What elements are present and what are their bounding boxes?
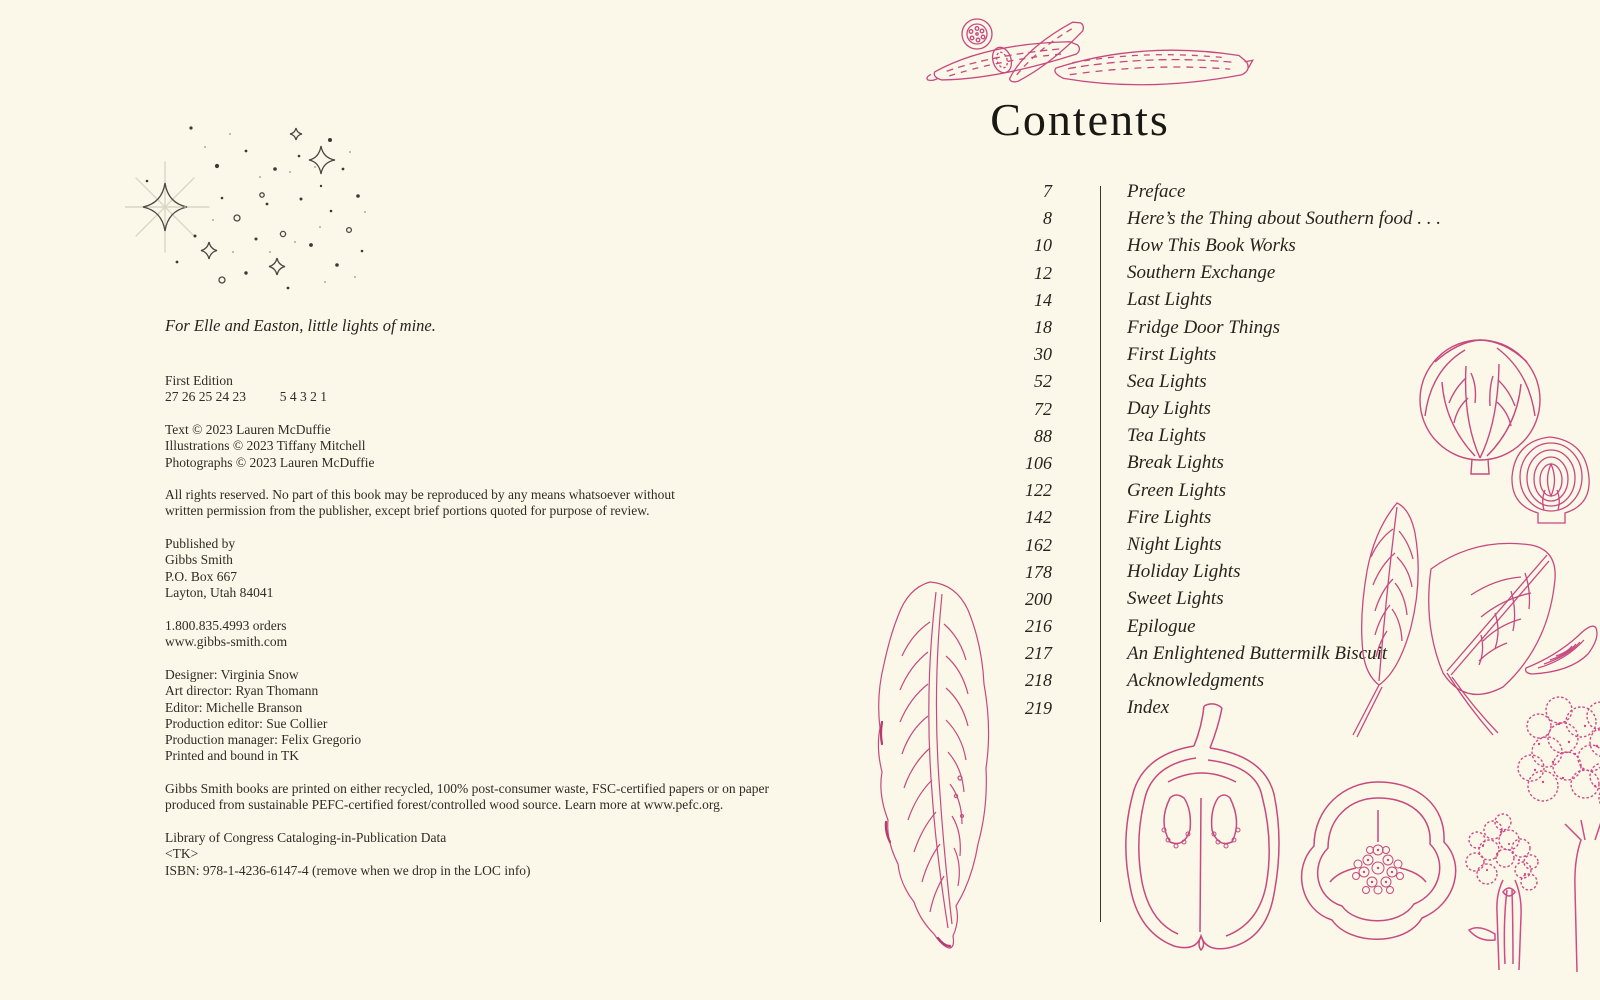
toc-entry-title: Holiday Lights [1127,561,1241,583]
publisher-block [165,536,273,601]
text-line: ISBN: 978-1-4236-6147-4 (remove when we drop in the LOC info) [165,862,531,878]
text-line: Gibbs Smith [165,552,233,568]
credits-block [165,667,361,765]
text-line: Editor: Michelle Branson [165,699,303,715]
loc-block [165,830,531,879]
dedication-text: For Elle and Easton, little lights of mine. [165,316,436,335]
toc-page-number: 14 [1034,289,1052,310]
rights-block [165,487,675,520]
text-line: All rights reserved. No part of this book may be reproduced by any means whatsoever without [165,487,675,502]
toc-page-number: 30 [1034,344,1052,365]
edition-block [165,373,327,406]
toc-page-number: 106 [1025,452,1052,473]
text-line: Library of Congress Cataloging-in-Publication Data [165,830,447,845]
toc-page-number: 200 [1025,588,1052,609]
text-line: Published by [165,536,236,551]
text-line: Production editor: Sue Collier [165,715,328,731]
toc-entry [980,178,1441,205]
toc-entry-title: Here’s the Thing about Southern food . . . [1127,207,1442,229]
toc-page-number: 122 [1025,480,1052,501]
toc-entry-title: Night Lights [1127,534,1222,556]
toc-page-number: 162 [1025,534,1052,555]
toc-entry-title: Fridge Door Things [1127,316,1281,338]
toc-entry-title: Break Lights [1127,452,1224,474]
sparkles-icon [125,112,370,302]
text-line: produced from sustainable PEFC-certified forest/controlled wood source. Learn more at www.pefc.org. [165,797,724,813]
toc-page-number: 219 [1025,697,1052,718]
toc-page-number: 8 [1043,208,1052,229]
text-line: Text © 2023 Lauren McDuffie [165,422,331,437]
toc-page-number: 18 [1034,317,1052,338]
text-line: Photographs © 2023 Lauren McDuffie [165,454,375,470]
toc-entry-title: First Lights [1127,343,1217,365]
toc-page-number: 7 [1043,181,1052,202]
toc-entry [980,260,1441,287]
toc-divider-rule [1100,186,1101,922]
romaine-leaf-icon [852,572,1020,962]
toc-entry [980,232,1441,259]
toc-entry-title: Last Lights [1127,289,1213,311]
text-line: Layton, Utah 84041 [165,584,274,600]
toc-entry-title: How This Book Works [1127,234,1296,256]
toc-entry [980,314,1441,341]
toc-entry [980,341,1441,368]
toc-entry-title: Epilogue [1127,615,1196,637]
paper-note-block [165,781,769,814]
toc-entry-title: Preface [1127,180,1186,202]
broccoli-icon [1435,682,1600,980]
toc-page-number: 88 [1034,425,1052,446]
text-line: 1.800.835.4993 orders [165,618,287,633]
text-line: Designer: Virginia Snow [165,667,299,682]
text-line: Illustrations © 2023 Tiffany Mitchell [165,438,366,454]
toc-entry [980,423,1441,450]
toc-page-number: 72 [1034,398,1052,419]
text-line: Production manager: Felix Gregorio [165,732,362,748]
toc-page-number: 12 [1034,262,1052,283]
toc-page-number: 178 [1025,561,1052,582]
toc-page-number: 52 [1034,371,1052,392]
text-line: Printed and bound in TK [165,748,299,764]
contact-block [165,618,287,651]
toc-entry-title: Day Lights [1127,398,1211,420]
toc-entry-title: Green Lights [1127,479,1227,501]
text-line: written permission from the publisher, except brief portions quoted for purpose of review. [165,503,650,519]
toc-page-number: 218 [1025,670,1052,691]
toc-entry-title: Sea Lights [1127,370,1207,392]
bell-pepper-half-icon [1108,702,1293,960]
toc-page-number: 217 [1025,643,1052,664]
toc-entry-title: Tea Lights [1127,425,1207,447]
toc-page-number: 142 [1025,507,1052,528]
toc-entry [980,287,1441,314]
toc-entry-title: Southern Exchange [1127,262,1276,284]
onion-wedge-icon [1522,612,1600,682]
text-line: Gibbs Smith books are printed on either recycled, 100% post-consumer waste, FSC-certified papers or on paper [165,781,769,796]
copyright-block [165,422,374,471]
toc-entry [980,368,1441,395]
toc-entry [980,450,1441,477]
toc-page-number: 10 [1034,235,1052,256]
toc-entry-title: Acknowledgments [1127,669,1265,691]
page-title: Contents [990,94,1170,145]
toc-entry-title: Sweet Lights [1127,588,1224,610]
toc-entry [980,396,1441,423]
text-line: First Edition [165,373,233,388]
toc-entry-title: Index [1127,697,1170,719]
text-line: 27 26 25 24 23 5 4 3 2 1 [165,389,327,405]
text-line: P.O. Box 667 [165,568,238,584]
text-line: Art director: Ryan Thomann [165,683,319,699]
toc-entry-title: Fire Lights [1127,506,1212,528]
text-line: <TK> [165,846,199,862]
toc-entry [980,205,1441,232]
toc-entry-title: An Enlightened Buttermilk Biscuit [1127,642,1388,664]
text-line: www.gibbs-smith.com [165,634,288,650]
toc-page-number: 216 [1025,616,1052,637]
